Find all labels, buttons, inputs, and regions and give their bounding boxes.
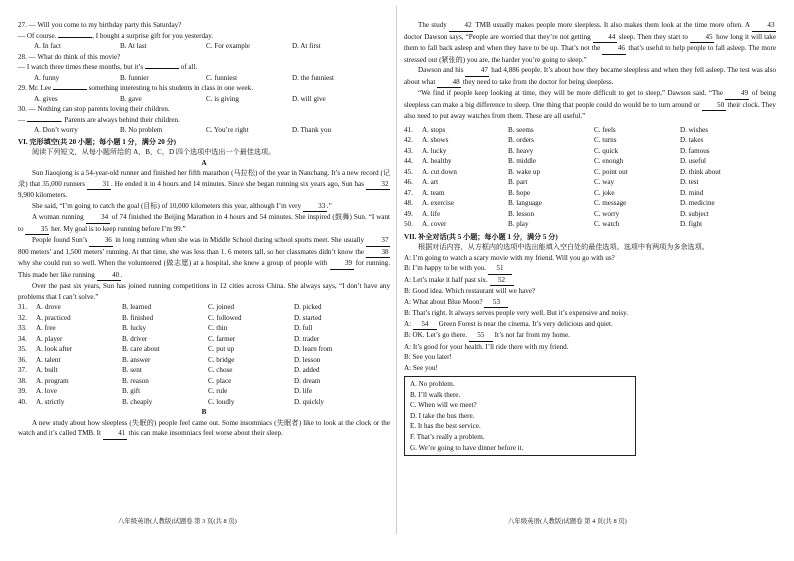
blank-33: 33 — [303, 201, 327, 213]
option-choice: D. wishes — [680, 125, 708, 134]
dialog-line: B: That’s right. It always serves people very well. But it’s expensive and noisy. — [404, 309, 629, 317]
option-choice: B. language — [508, 199, 542, 207]
option-choice: D. quickly — [294, 397, 324, 406]
option-choice: C. place — [208, 376, 232, 385]
option-choice: D. started — [294, 313, 322, 322]
question-number: 47. — [404, 188, 413, 197]
option-choice: C. point out — [594, 167, 628, 176]
blank-43: 43 — [752, 20, 776, 32]
dialog-options-box — [404, 376, 636, 456]
question-number: 37. — [18, 366, 27, 374]
q30-stem: 30. — Nothing can stop parents loving their children. — [18, 105, 170, 113]
q29-stem: 29. Mr. Lee something interesting to his students in class in one week. — [18, 84, 253, 92]
blank-36: 36 — [89, 235, 113, 247]
dialog-line: A: It’s good for your health. I’ll ride there with my friend. — [404, 342, 569, 351]
passage-a-para-1: Sun Jiaoqiong is a 54-year-old runner and finished her fifth marathon (马拉松) of the year in Nanchang. It’s a new record (记录) that 35,000 runners 31. He ended it in 4 hours and 14 minutes. Since she began running six years ago, Sun has 32 9,900 kilometers. — [18, 169, 391, 199]
box-option: F. That’s really a problem. — [410, 432, 485, 441]
option-choice: A. strictly — [36, 397, 65, 406]
option-choice: D. subject — [680, 209, 709, 218]
blank-37: 37 — [366, 235, 390, 247]
box-option: E. It has the best service. — [410, 422, 481, 431]
option-choice: C. bridge — [208, 355, 235, 364]
option-row — [18, 355, 390, 366]
option-row — [18, 397, 390, 408]
option-choice: A. art — [422, 178, 439, 186]
passage-b-options — [404, 125, 776, 230]
option-choice: B. middle — [508, 157, 536, 165]
blank-54: 54 — [413, 319, 437, 331]
option-row — [18, 334, 390, 345]
blank-55: 55 — [469, 330, 493, 342]
option-choice: D. medicine — [680, 199, 715, 207]
dialog-line: A: See you! — [404, 363, 438, 372]
option-row — [404, 125, 776, 136]
option-choice: D. famous — [680, 146, 710, 155]
option-choice: B. lesson — [508, 209, 535, 218]
option-choice: D. dream — [294, 376, 321, 385]
section-7-title: VII. 补全对话(共 5 小题；每小题 1 分，满分 5 分) — [404, 232, 558, 241]
option-choice: D. lesson — [294, 355, 321, 364]
option-row — [18, 365, 390, 376]
option-choice: A. shows — [422, 136, 449, 144]
option-row — [18, 386, 390, 397]
option-choice: A. lucky — [422, 146, 447, 155]
option-choice: C. joke — [594, 188, 615, 197]
option-choice: A. cut down — [422, 167, 457, 176]
q30-response: — . Parents are always behind their children. — [18, 115, 180, 124]
question-number: 31. — [18, 303, 27, 311]
q30-options: A. Don’t worry B. No problem C. You’re right D. Thank you — [34, 126, 332, 134]
blank-38: 38 — [366, 247, 390, 259]
option-row — [404, 167, 776, 178]
blank-40: 40 — [97, 270, 121, 282]
option-choice: A. cover — [422, 220, 447, 228]
question-number: 36. — [18, 355, 27, 364]
option-choice: A. exercise — [422, 199, 454, 207]
option-choice: A. stops — [422, 125, 446, 134]
option-row — [404, 198, 776, 209]
option-row — [404, 209, 776, 220]
option-row — [404, 177, 776, 188]
option-choice: D. learn from — [294, 345, 333, 353]
option-row — [404, 156, 776, 167]
blank-39: 39 — [330, 258, 354, 270]
blank-31: 31 — [87, 179, 111, 191]
section-6-title: VI. 完形填空(共 20 小题；每小题 1 分，满分 20 分) — [18, 137, 177, 146]
passage-a-para-4: People found Sun’s 36 in long running when she was in Middle School during school sports meet. She usually 37 800 meters’ and 1,500 meters’ running. At that time, she was less than 1. 6 meters tall, so her classmates didn’t know the 38 why she could run so well. When the volunteered (做志愿) at a hospital, she knew a group of people with 39 for running. This made her like running 40. — [18, 235, 390, 281]
option-choice: B. cheaply — [122, 397, 153, 406]
passage-b-label: B — [201, 408, 207, 416]
q27-stem: 27. — Will you come to my birthday party this Saturday? — [18, 21, 182, 29]
passage-a-options — [18, 302, 390, 407]
question-number: 50. — [404, 220, 413, 228]
option-row — [18, 323, 390, 334]
dialog-line: A: I’m going to watch a scary movie with my friend. Will you go with us? — [404, 253, 615, 262]
blank-52: 52 — [490, 275, 514, 287]
question-number: 39. — [18, 387, 27, 395]
question-number: 49. — [404, 209, 413, 218]
question-number: 35. — [18, 345, 27, 353]
option-choice: B. heavy — [508, 146, 534, 155]
box-option: D. I take the bus there. — [410, 411, 475, 420]
option-choice: B. answer — [122, 355, 151, 364]
page-3 — [18, 20, 390, 561]
question-number: 42. — [404, 136, 413, 144]
q27-blank — [58, 37, 92, 38]
blank-49: 49 — [725, 88, 749, 100]
option-choice: C. watch — [594, 220, 620, 228]
option-choice: B. lucky — [122, 324, 147, 332]
option-choice: D. takes — [680, 136, 704, 144]
q28-stem: 28. — What do think of this movie? — [18, 52, 121, 61]
box-option: G. We’re going to have dinner before it. — [410, 443, 524, 452]
option-choice: B. learned — [122, 303, 152, 311]
dialog-line: B: See you later! — [404, 353, 452, 361]
box-option: A. No problem. — [410, 380, 455, 388]
option-choice: C. chose — [208, 366, 233, 374]
blank-47: 47 — [465, 65, 489, 77]
passage-b-para-4: “We find if people keep looking at time, they will be more difficult to get to sleep,” Dawson said. “The 49 of being sleepless can make a big difference to sleep. One thing that people could do would be to turn around or 50 their clock. They also need to put away watches from them. These are all useful.” — [404, 89, 776, 120]
option-choice: C. joined — [208, 303, 235, 311]
option-row — [404, 219, 776, 230]
option-row — [404, 188, 776, 199]
option-choice: B. play — [508, 220, 529, 228]
option-choice: B. part — [508, 178, 528, 186]
question-number: 32. — [18, 313, 27, 322]
dialog-line: A: What about Blue Moon? 53 — [404, 297, 776, 309]
q28-options: A. funny B. funnier C. funniest D. the funniest — [34, 73, 334, 82]
option-choice: B. orders — [508, 136, 535, 144]
question-number: 34. — [18, 334, 27, 343]
blank-45: 45 — [690, 32, 714, 44]
option-choice: A. healthy — [422, 157, 452, 165]
dialog-line: B: OK. Let’s go there. 55 It’s not far from my home. — [404, 330, 776, 342]
blank-41: 41 — [103, 428, 127, 440]
option-choice: D. fight — [680, 220, 703, 228]
blank-35: 35 — [25, 224, 49, 236]
option-choice: B. seems — [508, 125, 534, 134]
blank-34: 34 — [86, 212, 110, 224]
option-choice: A. look after — [36, 345, 73, 353]
option-choice: C. put up — [208, 345, 235, 353]
option-choice: C. loudly — [208, 397, 235, 406]
question-number: 33. — [18, 324, 27, 332]
option-choice: A. talent — [36, 355, 61, 364]
box-option: B. I’ll walk there. — [410, 390, 461, 399]
option-choice: A. built — [36, 366, 58, 374]
option-choice: C. followed — [208, 313, 242, 322]
option-choice: B. sent — [122, 366, 142, 374]
option-choice: A. love — [36, 387, 57, 395]
question-number: 45. — [404, 167, 413, 176]
option-choice: C. feels — [594, 125, 616, 134]
option-choice: B. care about — [122, 345, 160, 353]
option-row — [18, 313, 390, 324]
option-choice: D. think about — [680, 167, 721, 176]
blank-32: 32 — [366, 179, 390, 191]
q29-blank — [53, 89, 87, 90]
option-choice: A. player — [36, 334, 63, 343]
option-choice: B. reason — [122, 376, 149, 385]
option-choice: A. drove — [36, 303, 61, 311]
page-4-footer: 八年级英语(人教版)试题卷 第 4 页(共 8 页) — [508, 518, 627, 525]
dialog — [404, 253, 776, 374]
option-row — [404, 135, 776, 146]
passage-b-para-2: The study 42 TMB usually makes people more sleepless. It also makes them look at the time more often. A 43 doctor Dawson says, “People are worried that they’re not getting 44 sleep. Then they start to 45 how long it will take them to fall back asleep and when they have to be up. That’s not the 46 that’s useful to help people to fall asleep. The more stressed out (紧张的) you are, the harder you’re going to sleep.” — [404, 21, 776, 64]
page-3-footer: 八年级英语(人教版)试题卷 第 3 页(共 8 页) — [118, 518, 237, 525]
option-choice: C. rule — [208, 387, 228, 395]
blank-48: 48 — [437, 77, 461, 89]
option-row — [18, 344, 390, 355]
option-choice: D. full — [294, 324, 313, 332]
dialog-line: A: Let’s make it half past six. 52 — [404, 275, 776, 287]
passage-a-para-3: A woman running 34 of 74 finished the Beijing Marathon in 4 hours and 54 minutes. She inspired (鼓舞) Sun. “I want to 35 her. My goal is to keep running before I’m 99.” — [18, 212, 390, 235]
blank-42: 42 — [449, 20, 473, 32]
option-choice: A. team — [422, 188, 445, 197]
q27-options: A. In fact B. At last C. For example D. At first — [34, 42, 321, 50]
passage-b-para-1: A new study about how sleepless (失眠的) people feel came out. Some insomniacs (失眠者) like to look at the clock or the watch and it’s called TMB. It 41 this can make insomniacs feel worse about their sleep. — [18, 418, 390, 440]
dialog-line: B: I’m happy to be with you. 51 — [404, 263, 776, 275]
option-choice: C. enough — [594, 157, 624, 165]
option-choice: B. driver — [122, 334, 148, 343]
page-4 — [404, 20, 776, 561]
option-choice: D. useful — [680, 157, 707, 165]
blank-50: 50 — [702, 100, 726, 112]
box-option: C. When will we meet? — [410, 401, 477, 410]
question-number: 48. — [404, 199, 413, 207]
option-choice: A. program — [36, 376, 69, 385]
blank-44: 44 — [593, 32, 617, 44]
q28-blank — [145, 68, 179, 69]
option-choice: D. mind — [680, 188, 704, 197]
option-choice: B. wake up — [508, 167, 541, 176]
option-choice: B. hope — [508, 188, 531, 197]
q29-options: A. gives B. gave C. is giving D. will give — [34, 94, 326, 103]
dialog-line: B: Good idea. Which restaurant will we have? — [404, 287, 536, 295]
option-choice: C. farmer — [208, 334, 236, 343]
option-row — [18, 376, 390, 387]
option-choice: C. quick — [594, 146, 619, 155]
option-choice: C. way — [594, 178, 615, 186]
option-choice: C. thin — [208, 324, 228, 332]
option-choice: C. worry — [594, 209, 620, 218]
option-choice: A. practiced — [36, 313, 71, 322]
passage-a-para-5: Over the past six years, Sun has joined running competitions in 12 cities across China. She always says, “I don’t have any problems that I can’t solve.” — [18, 282, 390, 301]
option-choice: D. trader — [294, 334, 320, 343]
option-choice: B. gift — [122, 387, 141, 395]
q30-blank — [27, 121, 61, 122]
section-6-instruction: 阅读下列短文，从每小题所给的 A，B，C，D 四个选项中选出一个最佳选项。 — [32, 148, 276, 156]
option-row — [18, 302, 390, 313]
blank-53: 53 — [484, 297, 508, 309]
passage-b-para-3: Dawson and his 47 had 4,886 people. It’s about how they became sleepless and when they fell asleep. The test was also about what 48 they need to take from the doctor for being sleepless. — [404, 65, 776, 88]
blank-46: 46 — [602, 43, 626, 55]
option-choice: D. life — [294, 387, 313, 395]
option-choice: D. picked — [294, 303, 322, 311]
passage-a-para-2: She said, “I’m going to catch the goal (目标) of 10,000 kilometers this year, although I’m very 33.” — [18, 201, 390, 213]
option-row — [404, 146, 776, 157]
blank-51: 51 — [488, 263, 512, 275]
question-number: 46. — [404, 178, 413, 186]
q28-response: — I watch three times these months, but it’s of all. — [18, 63, 198, 71]
page-divider — [396, 6, 397, 534]
option-choice: D. added — [294, 366, 320, 374]
dialog-line: A: 54 Green Forest is near the cinema. It’s very delicious and quiet. — [404, 319, 776, 331]
option-choice: C. message — [594, 199, 627, 207]
passage-a-label: A — [201, 158, 207, 167]
question-number: 44. — [404, 157, 413, 165]
option-choice: A. free — [36, 324, 56, 332]
option-choice: B. finished — [122, 313, 154, 322]
question-number: 41. — [404, 125, 413, 134]
question-number: 38. — [18, 376, 27, 385]
q27-response: — Of course. , I bought a surprise gift for you yesterday. — [18, 31, 214, 40]
option-choice: A. life — [422, 209, 441, 218]
option-choice: C. turns — [594, 136, 617, 144]
option-choice: D. test — [680, 178, 699, 186]
section-7-instruction: 根据对话内容，从方框内的选项中选出能填入空白处的最佳选项。选项中有两项为多余选项。 — [418, 243, 709, 251]
question-number: 40. — [18, 397, 27, 406]
question-number: 43. — [404, 146, 413, 155]
